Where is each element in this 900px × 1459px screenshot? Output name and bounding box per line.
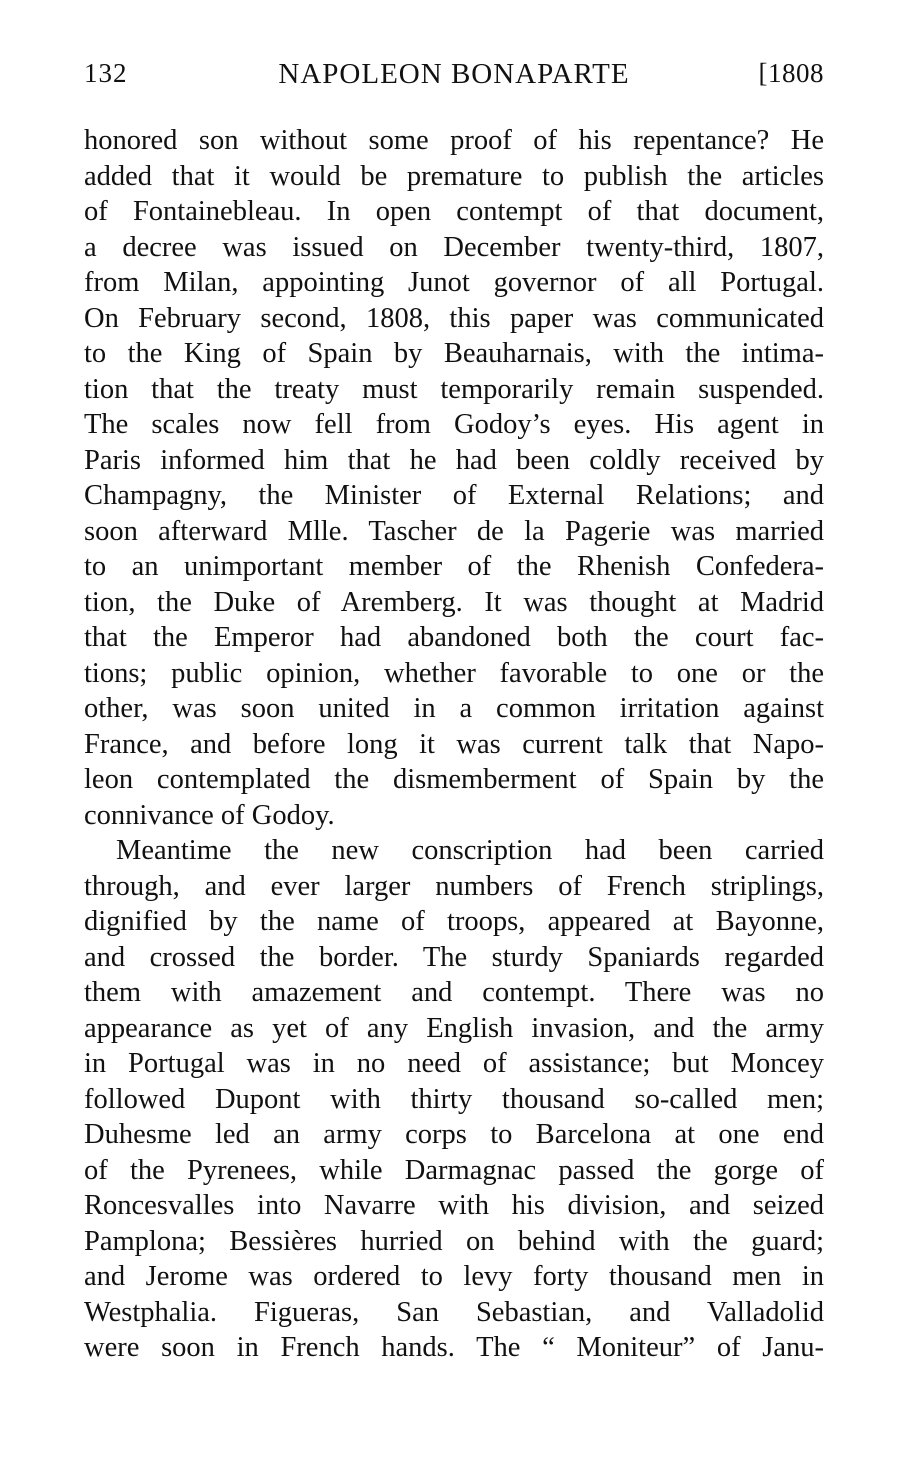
text-line: appearance as yet of any English invasion, and the army [84, 1012, 824, 1044]
text-line: and crossed the border. The sturdy Spaniards regarded [84, 941, 824, 973]
text-line: Paris informed him that he had been coldly received by [84, 444, 824, 476]
text-line: connivance of Godoy. [84, 799, 335, 831]
paragraph-1 [84, 123, 824, 833]
running-year: [1808 [758, 58, 824, 88]
body-text [84, 123, 824, 1366]
text-line: Meantime the new conscription had been carried [116, 835, 824, 866]
text-line: honored son without some proof of his repentance? He [84, 125, 824, 156]
text-line: Duhesme led an army corps to Barcelona at one end [84, 1119, 824, 1150]
text-line: other, was soon united in a common irritation against [84, 693, 824, 724]
text-line: soon afterward Mlle. Tascher de la Pagerie was married [84, 515, 824, 547]
text-line: Westphalia. Figueras, San Sebastian, and Valladolid [84, 1296, 824, 1328]
paragraph-2 [84, 833, 824, 1366]
text-line: of the Pyrenees, while Darmagnac passed the gorge of [84, 1154, 824, 1186]
running-head [84, 58, 824, 98]
text-line: were soon in French hands. The “ Moniteur” of Janu- [84, 1332, 824, 1363]
page-number: 132 [84, 58, 128, 88]
text-line: tions; public opinion, whether favorable to one or the [84, 657, 824, 689]
text-line: through, and ever larger numbers of French striplings, [84, 870, 824, 902]
text-line: tion that the treaty must temporarily remain suspended. [84, 373, 824, 405]
text-line: them with amazement and contempt. There was no [84, 977, 824, 1008]
text-line: from Milan, appointing Junot governor of all Portugal. [84, 267, 824, 298]
text-line: followed Dupont with thirty thousand so-called men; [84, 1083, 824, 1115]
text-line: Roncesvalles into Navarre with his division, and seized [84, 1190, 824, 1221]
text-line: dignified by the name of troops, appeared at Bayonne, [84, 906, 824, 937]
text-line: added that it would be premature to publish the articles [84, 160, 824, 192]
text-line: The scales now fell from Godoy’s eyes. His agent in [84, 409, 824, 440]
text-line: leon contemplated the dismemberment of Spain by the [84, 764, 824, 795]
text-line: Pamplona; Bessières hurried on behind with the guard; [84, 1225, 824, 1257]
text-line: in Portugal was in no need of assistance; but Moncey [84, 1048, 824, 1079]
text-line: of Fontainebleau. In open contempt of that document, [84, 196, 824, 227]
text-line: that the Emperor had abandoned both the court fac- [84, 622, 824, 653]
running-title: NAPOLEON BONAPARTE [278, 58, 630, 90]
text-line: to an unimportant member of the Rhenish Confedera- [84, 551, 824, 582]
text-line: Champagny, the Minister of External Relations; and [84, 480, 824, 511]
text-line: France, and before long it was current talk that Napo- [84, 728, 824, 760]
text-line: and Jerome was ordered to levy forty thousand men in [84, 1261, 824, 1292]
text-line: On February second, 1808, this paper was communicated [84, 302, 824, 334]
text-line: tion, the Duke of Aremberg. It was thought at Madrid [84, 586, 824, 618]
text-line: a decree was issued on December twenty-third, 1807, [84, 231, 824, 263]
text-line: to the King of Spain by Beauharnais, with the intima- [84, 338, 824, 369]
